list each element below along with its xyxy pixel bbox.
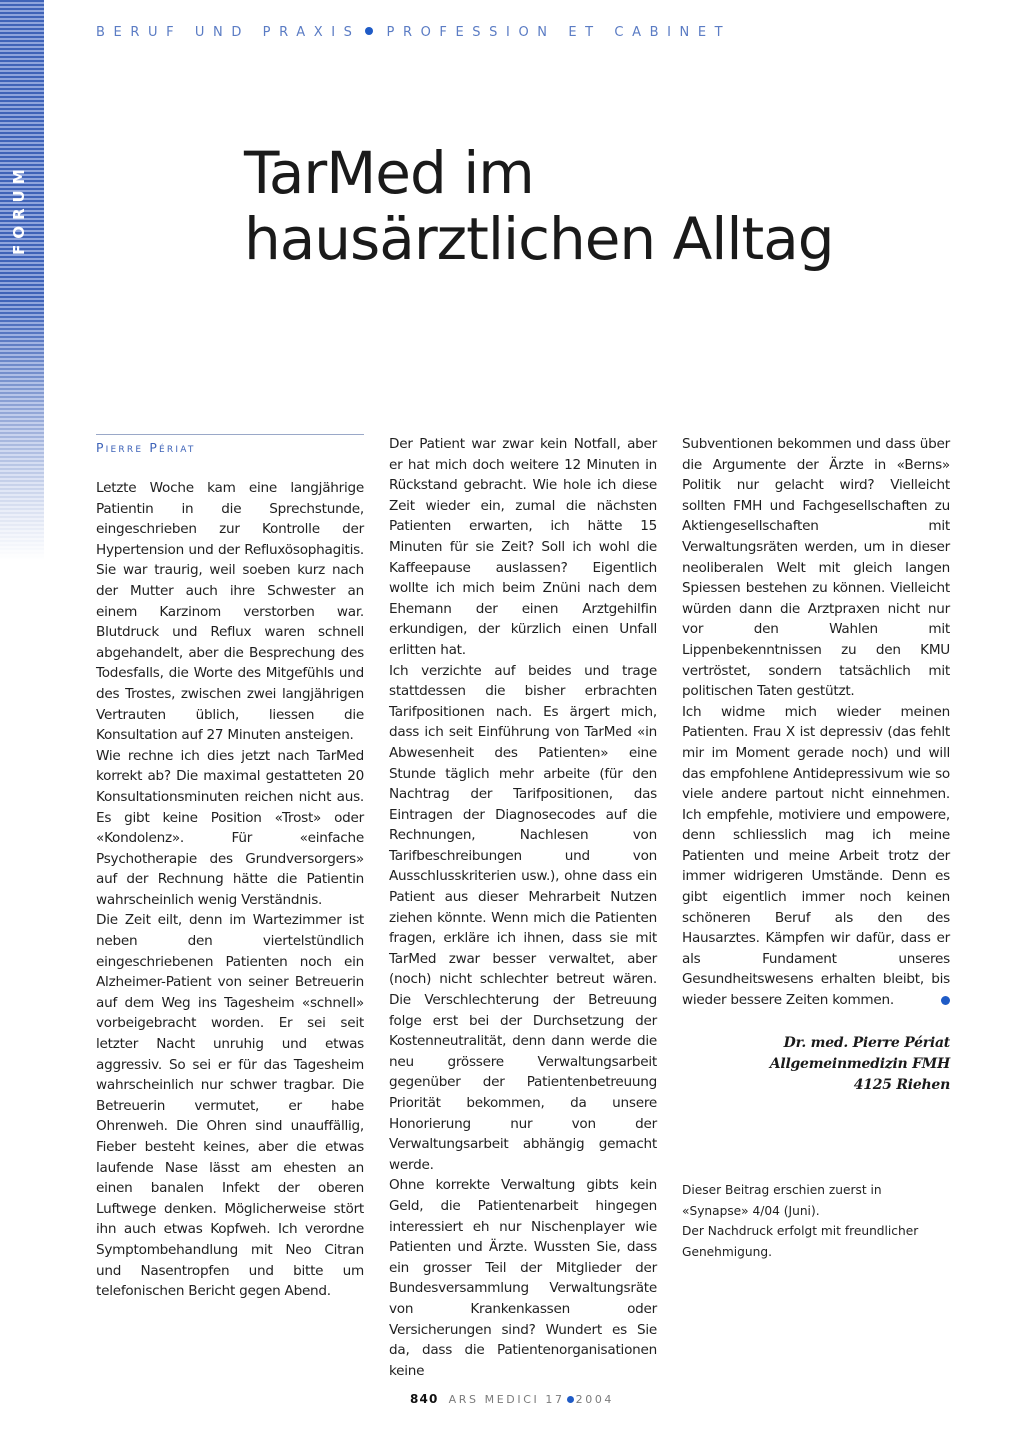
paragraph: Der Patient war zwar kein Notfall, aber er hat mich doch weitere 12 Minuten in Rückstand gebracht. Wie hole ich diese Zeit wieder ein, zumal die nächsten Patienten erwarten, ich hätte 15 Minuten für sie Zeit? Soll ich wohl die Kaffeepause auslassen? Eigentlich wollte ich mich beim Znüni nach dem Ehemann der einen Arztgehilfin erkundigen, der kürzlich einen Unfall erlitten hat. <box>389 436 657 658</box>
page-number: 840 <box>409 1392 439 1406</box>
paragraph: Ich verzichte auf beides und trage stattdessen die bisher erbrachten Tarifpositionen nach. Es ärgert mich, dass ich seit Einführung von TarMed «in Abwesenheit des Patienten» eine Stunde täglich mehr arbeite (für den Nachtrag der Tarifpositionen, das Eintragen der Diagnosecodes auf die Rechnungen, Nachlesen von Tarifbeschreibungen und von Ausschlusskriterien usw.), ohne dass ein Patient aus dieser Mehrarbeit Nutzen ziehen könnte. Wenn mich die Patienten fragen, erkläre ich ihnen, dass sie mit TarMed zwar besser verwaltet, aber (noch) nicht schlechter betreut wären. Die Verschlechterung der Betreuung folge erst bei der Durchsetzung der Kostenneutralität, denn dann werde die neu grössere Verwaltungsarbeit gegenüber der Patientenbetreuung Priorität bekommen, da unsere Honorierung nur von der Verwaltungsarbeit abhängig gemacht werde. <box>389 662 657 1173</box>
paragraph: Die Zeit eilt, denn im Wartezimmer ist neben den viertelstündlich eingeschriebenen Patienten noch ein Alzheimer-Patient von seiner Betreuerin auf dem Weg ins Tagesheim «schnell» vorbeigebracht worden. Er sei seit letzter Nacht unruhig und etwas aggressiv. So sei er für das Tagesheim wahrscheinlich nur schwer tragbar. Die Betreuerin vermutet, er habe Ohrenweh. Die Ohren sind unauffällig, Fieber besteht keines, aber die etwas laufende Nase lässt am ehesten an einen banalen Infekt der oberen Luftwege denken. Möglicherweise stört ihn auch etwas Kopfweh. Ich verordne Symptombehandlung mit Neo Citran und Nasentropfen und bitte um telefonischen Bericht gegen Abend. <box>96 912 364 1300</box>
signature <box>682 1033 950 1096</box>
author-name: Pierre Périat <box>96 434 364 458</box>
journal-year: 2004 <box>575 1393 615 1406</box>
side-stripe <box>0 0 44 560</box>
title-line-2: hausärztlichen Alltag <box>244 205 834 273</box>
column-3 <box>682 434 950 1096</box>
paragraph-text: Ich widme mich wieder meinen Patienten. Frau X ist depressiv (das fehlt mir im Moment gerade noch) und will das empfohlene Antidepressivum wie so viele andere partout nicht einnehmen. Ich empfehle, motiviere und empowere, denn schliesslich mag ich meine Patienten und meine Arbeit trotz der immer widrigeren Umstände. Denn es gibt eigentlich immer noch keinen schöneren Beruf als den des Hausarztes. Kämpfen wir dafür, dass er als Fundament unseres Gesundheitswesens erhalten bleibt, bis wieder bessere Zeiten kommen. <box>682 703 950 1009</box>
note-line-4: Genehmigung. <box>682 1244 772 1259</box>
footer-dot-icon <box>567 1396 574 1403</box>
page-footer <box>0 1392 1024 1406</box>
title-line-1: TarMed im <box>244 139 534 207</box>
signature-line-2: Allgemeinmedizin FMH <box>769 1055 950 1072</box>
paragraph: Ohne korrekte Verwaltung gibts kein Geld, die Patientenarbeit hingegen interessiert eh nur Nischenplayer wie Patienten und Ärzte. Wussten Sie, dass ein grosser Teil der Mitglieder der Bundesversammlung Verwaltungsräte von Krankenkassen oder Versicherungen sind? Wundert es Sie da, dass die Patientenorganisationen keine <box>389 1177 657 1379</box>
bullet-dot-icon <box>365 27 373 35</box>
column-1 <box>96 434 364 1302</box>
running-head-left: BERUF UND PRAXIS <box>96 25 361 40</box>
reprint-note <box>682 1180 950 1262</box>
note-line-2: «Synapse» 4/04 (Juni). <box>682 1203 820 1218</box>
column-2 <box>389 434 657 1381</box>
note-line-1: Dieser Beitrag erschien zuerst in <box>682 1183 882 1197</box>
running-head <box>96 25 976 40</box>
paragraph: Letzte Woche kam eine langjährige Patientin in die Sprechstunde, eingeschrieben zur Kontrolle der Hypertension und der Refluxösophagitis. Sie war traurig, weil soeben kurz nach der Mutter auch ihre Schwester an einem Karzinom verstorben war. Blutdruck und Reflux waren schnell abgehandelt, aber die Besprechung des Todesfalls, die Worte des Mitgefühls und des Trostes, zwischen zwei langjährigen Vertrauten üblich, liessen die Konsultation auf 27 Minuten ansteigen. <box>96 480 364 744</box>
end-mark-dot-icon <box>941 996 950 1005</box>
paragraph: Subventionen bekommen und dass über die Argumente der Ärzte in «Berns» Politik nur gelacht wird? Vielleicht sollten FMH und Fachgesellschaften zu Aktiengesellschaften mit Verwaltungsräten werden, um in dieser neoliberalen Welt mit gleich langen Spiessen bestehen zu können. Vielleicht würden dann die Arztpraxen nicht nur vor den Wahlen mit Lippenbekenntnissen zu den KMU vertröstet, sondern tatsächlich mit politischen Taten gestützt. <box>682 436 950 700</box>
paragraph-last <box>682 702 950 1011</box>
signature-line-3: 4125 Riehen <box>853 1076 950 1093</box>
note-line-3: Der Nachdruck erfolgt mit freundlicher <box>682 1224 919 1239</box>
article-title <box>244 140 984 272</box>
signature-line-1: Dr. med. Pierre Périat <box>783 1034 950 1051</box>
journal-name: ARS MEDICI 17 <box>448 1393 565 1406</box>
paragraph: Wie rechne ich dies jetzt nach TarMed korrekt ab? Die maximal gestatteten 20 Konsultationsminuten reichen nicht aus. Es gibt keine Position «Trost» oder «Kondolenz». Für «einfache Psychotherapie des Grundversorgers» auf der Rechnung hätte die Patientin wahrscheinlich wenig Verständnis. <box>96 747 364 908</box>
side-tab-label: FORUM <box>10 163 28 255</box>
running-head-right: PROFESSION ET CABINET <box>386 25 732 40</box>
